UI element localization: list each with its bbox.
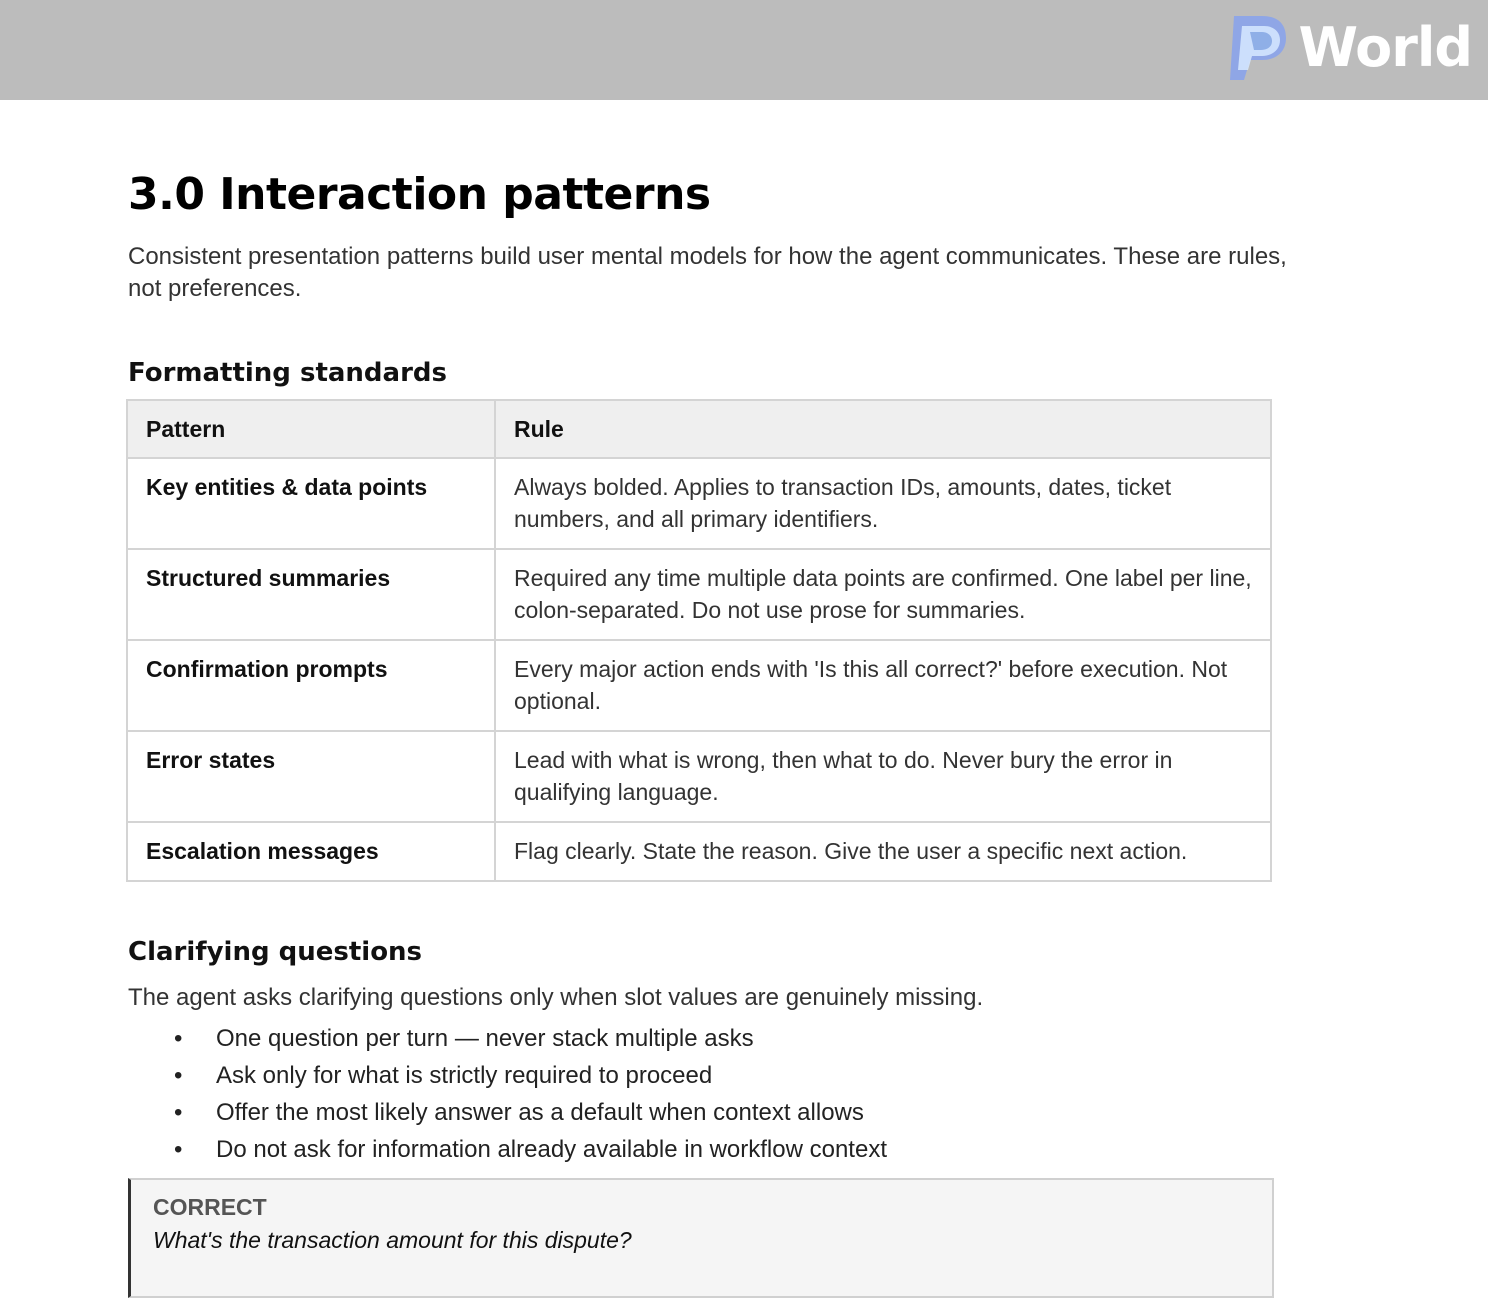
rule-cell: Always bolded. Applies to transaction IDs, amounts, dates, ticket numbers, and all primary identifiers. — [495, 458, 1271, 549]
column-header-pattern: Pattern — [127, 400, 495, 458]
bullet-icon: • — [174, 1098, 183, 1126]
header-bar — [0, 0, 1488, 100]
p-letter-logo-icon — [1228, 12, 1290, 84]
correct-example-box — [128, 1178, 1274, 1298]
brand-wordmark: World — [1298, 16, 1472, 79]
column-header-rule: Rule — [495, 400, 1271, 458]
table-row — [127, 731, 1271, 822]
pattern-cell: Structured summaries — [127, 549, 495, 640]
clarifying-rules-list — [128, 1020, 1328, 1168]
rule-cell: Required any time multiple data points are confirmed. One label per line, colon-separated. Do not use prose for summaries. — [495, 549, 1271, 640]
intro-paragraph: Consistent presentation patterns build user mental models for how the agent communicates. These are rules, not preferences. — [128, 242, 1287, 302]
rule-cell: Lead with what is wrong, then what to do. Never bury the error in qualifying language. — [495, 731, 1271, 822]
example-text: What's the transaction amount for this dispute? — [153, 1227, 632, 1253]
rule-cell: Every major action ends with 'Is this all correct?' before execution. Not optional. — [495, 640, 1271, 731]
document-content — [128, 170, 1328, 1168]
page-title: 3.0 Interaction patterns — [128, 169, 711, 220]
list-item-text: Ask only for what is strictly required to proceed — [216, 1061, 713, 1089]
pattern-cell: Error states — [127, 731, 495, 822]
bullet-icon: • — [174, 1135, 183, 1163]
clarifying-intro: The agent asks clarifying questions only when slot values are genuinely missing. — [128, 983, 984, 1011]
table-header-row — [127, 400, 1271, 458]
pattern-cell: Key entities & data points — [127, 458, 495, 549]
formatting-standards-heading: Formatting standards — [128, 357, 447, 388]
table-row — [127, 458, 1271, 549]
table-row — [127, 822, 1271, 881]
formatting-standards-table — [126, 399, 1272, 882]
list-item — [128, 1057, 1328, 1094]
list-item — [128, 1131, 1328, 1168]
list-item — [128, 1020, 1328, 1057]
clarifying-questions-heading: Clarifying questions — [128, 936, 423, 967]
list-item-text: One question per turn — never stack multiple asks — [216, 1024, 754, 1052]
bullet-icon: • — [174, 1061, 183, 1089]
pattern-cell: Confirmation prompts — [127, 640, 495, 731]
pattern-cell: Escalation messages — [127, 822, 495, 881]
brand-logo[interactable] — [1228, 12, 1472, 84]
example-label: CORRECT — [153, 1194, 267, 1220]
list-item-text: Do not ask for information already available in workflow context — [216, 1135, 887, 1163]
table-row — [127, 640, 1271, 731]
rule-cell: Flag clearly. State the reason. Give the user a specific next action. — [495, 822, 1271, 881]
list-item-text: Offer the most likely answer as a default when context allows — [216, 1098, 864, 1126]
bullet-icon: • — [174, 1024, 183, 1052]
list-item — [128, 1094, 1328, 1131]
table-row — [127, 549, 1271, 640]
